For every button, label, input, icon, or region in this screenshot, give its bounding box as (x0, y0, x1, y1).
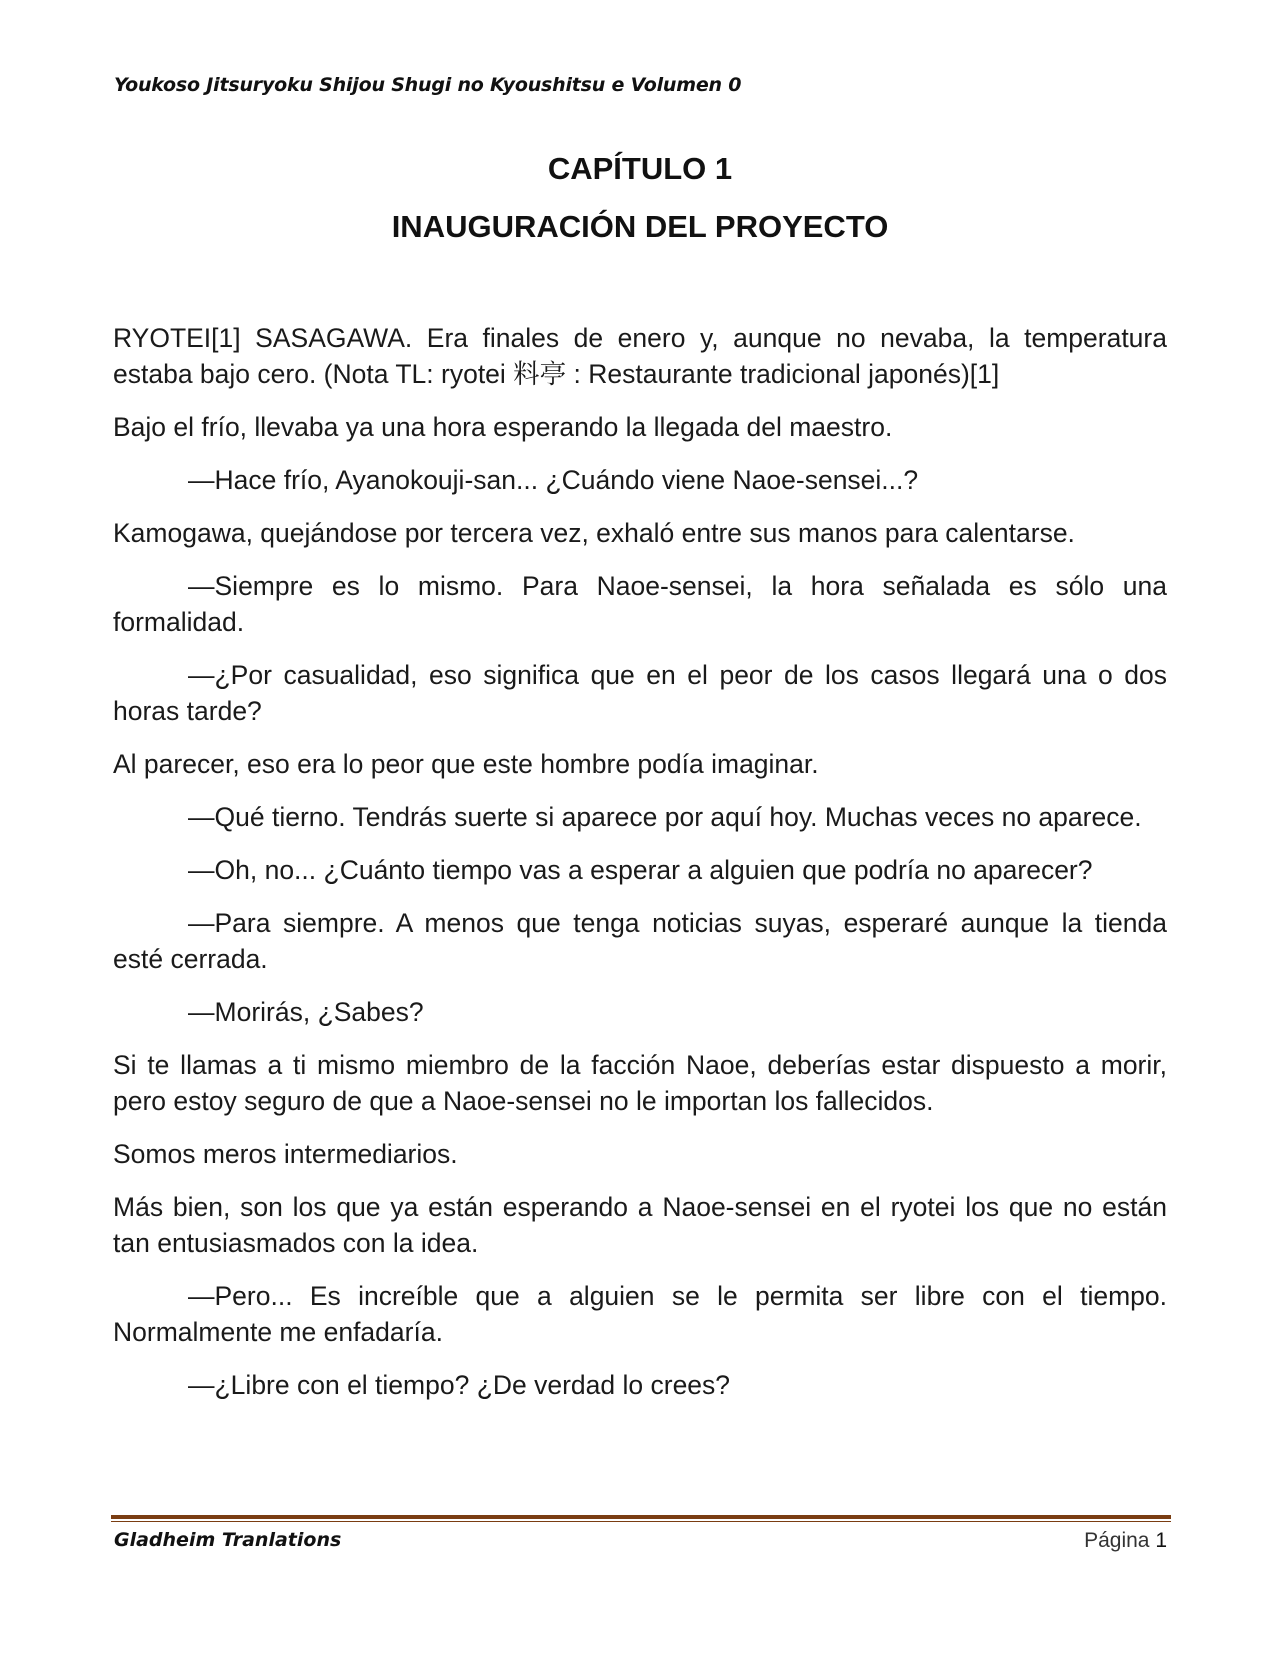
dialogue-paragraph: —Morirás, ¿Sabes? (188, 997, 424, 1027)
dialogue-paragraph: —Oh, no... ¿Cuánto tiempo vas a esperar a alguien que podría no aparecer? (188, 855, 1093, 885)
paragraph: Al parecer, eso era lo peor que este hombre podía imaginar. (113, 749, 819, 779)
paragraph: Más bien, son los que ya están esperando a Naoe-sensei en el ryotei los que no están tan entusiasmados con la idea. (113, 1192, 1167, 1258)
dialogue-paragraph: —Para siempre. A menos que tenga noticias suyas, esperaré aunque la tienda esté cerrada. (113, 908, 1167, 974)
footer-divider (111, 1515, 1171, 1522)
page-number: 1 (1155, 1529, 1167, 1552)
dialogue-paragraph: —Qué tierno. Tendrás suerte si aparece por aquí hoy. Muchas veces no aparece. (188, 802, 1142, 832)
paragraph: Kamogawa, quejándose por tercera vez, exhaló entre sus manos para calentarse. (113, 518, 1075, 548)
page-indicator (1084, 1529, 1167, 1553)
chapter-title: INAUGURACIÓN DEL PROYECTO (391, 209, 889, 244)
paragraph: Si te llamas a ti mismo miembro de la facción Naoe, deberías estar dispuesto a morir, pero estoy seguro de que a Naoe-sensei no le importan los fallecidos. (113, 1050, 1167, 1116)
footer-credit: Gladheim Tranlations (114, 1529, 342, 1551)
dialogue-paragraph: —Pero... Es increíble que a alguien se le permita ser libre con el tiempo. Normalmente me enfadaría. (113, 1281, 1167, 1347)
paragraph: Somos meros intermediarios. (113, 1139, 458, 1169)
paragraph: Bajo el frío, llevaba ya una hora esperando la llegada del maestro. (113, 412, 893, 442)
body-text (113, 320, 1167, 1420)
footer-divider-thick (111, 1515, 1171, 1519)
footer-divider-thin (111, 1521, 1171, 1522)
chapter-number: CAPÍTULO 1 (547, 151, 733, 186)
page-label: Página (1084, 1529, 1150, 1552)
running-header: Youkoso Jitsuryoku Shijou Shugi no Kyoushitsu e Volumen 0 (114, 74, 742, 96)
dialogue-paragraph: —¿Libre con el tiempo? ¿De verdad lo crees? (188, 1370, 731, 1400)
dialogue-paragraph: —Hace frío, Ayanokouji-san... ¿Cuándo viene Naoe-sensei...? (188, 465, 919, 495)
dialogue-paragraph: —Siempre es lo mismo. Para Naoe-sensei, la hora señalada es sólo una formalidad. (113, 571, 1167, 637)
paragraph: RYOTEI[1] SASAGAWA. Era finales de enero y, aunque no nevaba, la temperatura estaba bajo cero. (Nota TL: ryotei 料亭 : Restaurante tradicional japonés)[1] (113, 323, 1167, 389)
dialogue-paragraph: —¿Por casualidad, eso significa que en el peor de los casos llegará una o dos horas tarde? (113, 660, 1167, 726)
